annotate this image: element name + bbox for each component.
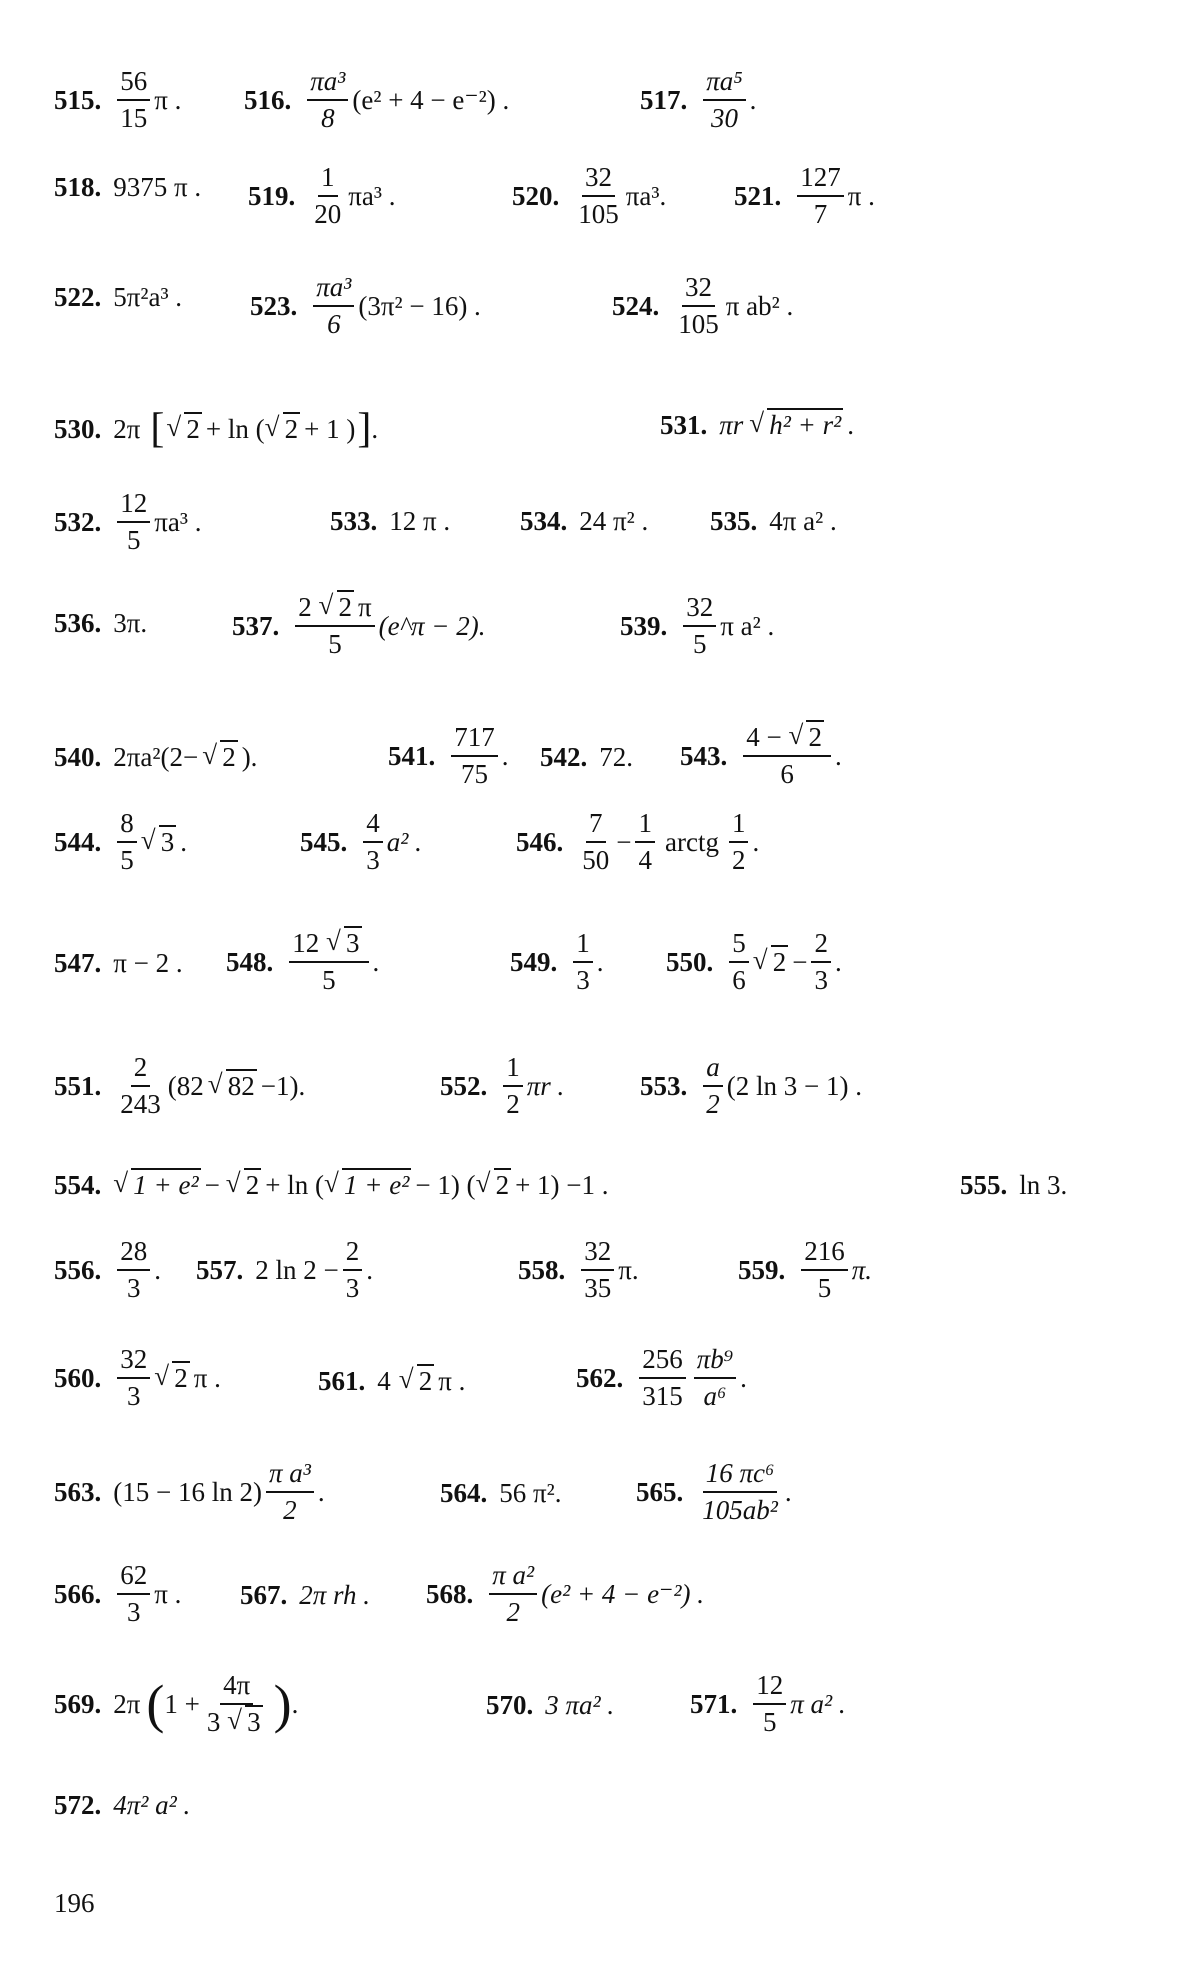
answer-539: 539. 32 5 π a² . — [620, 592, 775, 659]
answer-number: 516. — [244, 84, 292, 115]
answer-550: 550. 5 6 √ 2 − $\frac{2}{3}$ . — [666, 930, 842, 994]
answer-572: 572. 4π² a² . — [54, 1790, 191, 1820]
answer-558: 558. 32 35 π. — [518, 1236, 639, 1303]
answer-516: 516. πa³ 8 (e² + 4 − e⁻²) . — [244, 66, 510, 133]
answer-566: 566. 62 3 π . — [54, 1560, 182, 1627]
answer-556: 556. 28 3 . — [54, 1236, 161, 1303]
answer-515: 515. 56 15 π . — [54, 66, 182, 133]
answer-519: 519. 1 20 πa³ . — [248, 162, 396, 229]
answer-541: 541. 717 75 . — [388, 722, 509, 789]
answer-546: 546. 7 50 − $\frac{1}{4}$ arctg 1 2 . — [516, 808, 760, 875]
answer-562: 562. 256 315 πb⁹ a⁶ . — [576, 1344, 747, 1411]
answer-523: 523. πa³ 6 (3π² − 16) . — [250, 272, 481, 339]
answer-549: 549. 1 3 . — [510, 928, 604, 995]
answer-568: 568. π a² 2 (e² + 4 − e⁻²) . — [426, 1560, 704, 1627]
answer-552: 552. 1 2 πr . — [440, 1052, 565, 1119]
answer-537: 537. 2 √ 2 π 5 (e^π − 2). — [232, 594, 486, 658]
answer-571: 571. 12 5 π a² . — [690, 1670, 846, 1737]
answer-563: 563. (15 − 16 ln 2) π a³ 2 . — [54, 1458, 325, 1525]
answer-553: 553. a 2 (2 ln 3 − 1) . — [640, 1052, 862, 1119]
page-number: 196 — [54, 1888, 95, 1918]
answer-547: 547. π − 2 . — [54, 948, 183, 978]
answer-564: 564. 56 π². — [440, 1478, 562, 1508]
answer-534: 534. 24 π² . — [520, 506, 649, 536]
answer-560: 560. 32 3 √ 2 π . — [54, 1346, 221, 1410]
answer-530: 530. 2π [ √ 2 + ln ( √ 2 + 1 ) ] . — [54, 408, 378, 450]
answer-540: 540. 2πa²(2− √ 2 ). — [54, 744, 257, 771]
answer-565: 565. 16 πc⁶ 105ab² . — [636, 1458, 792, 1525]
answer-532: 532. 12 5 πa³ . — [54, 488, 202, 555]
answer-543: 543. 4 − √ 2 6 . — [680, 724, 842, 788]
answer-557: 557. 2 ln 2 − $\frac{2}{3}$ . — [196, 1236, 373, 1303]
fraction: πa³ 8 — [307, 68, 348, 132]
answer-536: 536. 3π. — [54, 608, 148, 638]
answer-542: 542. 72. — [540, 742, 633, 772]
answer-521: 521. 127 7 π . — [734, 162, 875, 229]
answer-548: 548. 12 √ 3 5 . — [226, 930, 379, 994]
answer-number: 515. — [54, 84, 102, 115]
answer-551: 551. 2 243 (82 √ 82 −1). — [54, 1054, 305, 1118]
answer-570: 570. 3 πa² . — [486, 1690, 615, 1720]
answer-555: 555. ln 3. — [960, 1170, 1068, 1200]
answer-544: 544. 8 5 √ 3 . — [54, 810, 187, 874]
answer-518: 518. 9375 π . — [54, 172, 202, 202]
answer-554: 554. √ 1 + e² − √ 2 + ln ( √ 1 + e² − 1) ( √ 2 + 1) −1 . — [54, 1172, 609, 1199]
answer-559: 559. 216 5 π. — [738, 1236, 873, 1303]
answer-524: 524. 32 105 π ab² . — [612, 272, 794, 339]
answer-535: 535. 4π a² . — [710, 506, 837, 536]
answer-number: 517. — [640, 84, 688, 115]
fraction: 56 15 — [117, 68, 150, 132]
answer-569: 569. 2π ( 1 + $\frac{4\pi}{3 √ 3}$ ) . — [54, 1672, 298, 1736]
answer-517: 517. πa⁵ 30 . — [640, 66, 757, 133]
fraction: πa⁵ 30 — [703, 68, 745, 132]
answer-533: 533. 12 π . — [330, 506, 451, 536]
answer-561: 561. 4 √ 2 π . — [318, 1368, 465, 1395]
answer-522: 522. 5π²a³ . — [54, 282, 183, 312]
answer-567: 567. 2π rh . — [240, 1580, 371, 1610]
answer-531: 531. πr √ h² + r² . — [660, 412, 854, 439]
answer-520: 520. 32 105 πa³. — [512, 162, 667, 229]
answer-545: 545. 4 3 a² . — [300, 808, 422, 875]
